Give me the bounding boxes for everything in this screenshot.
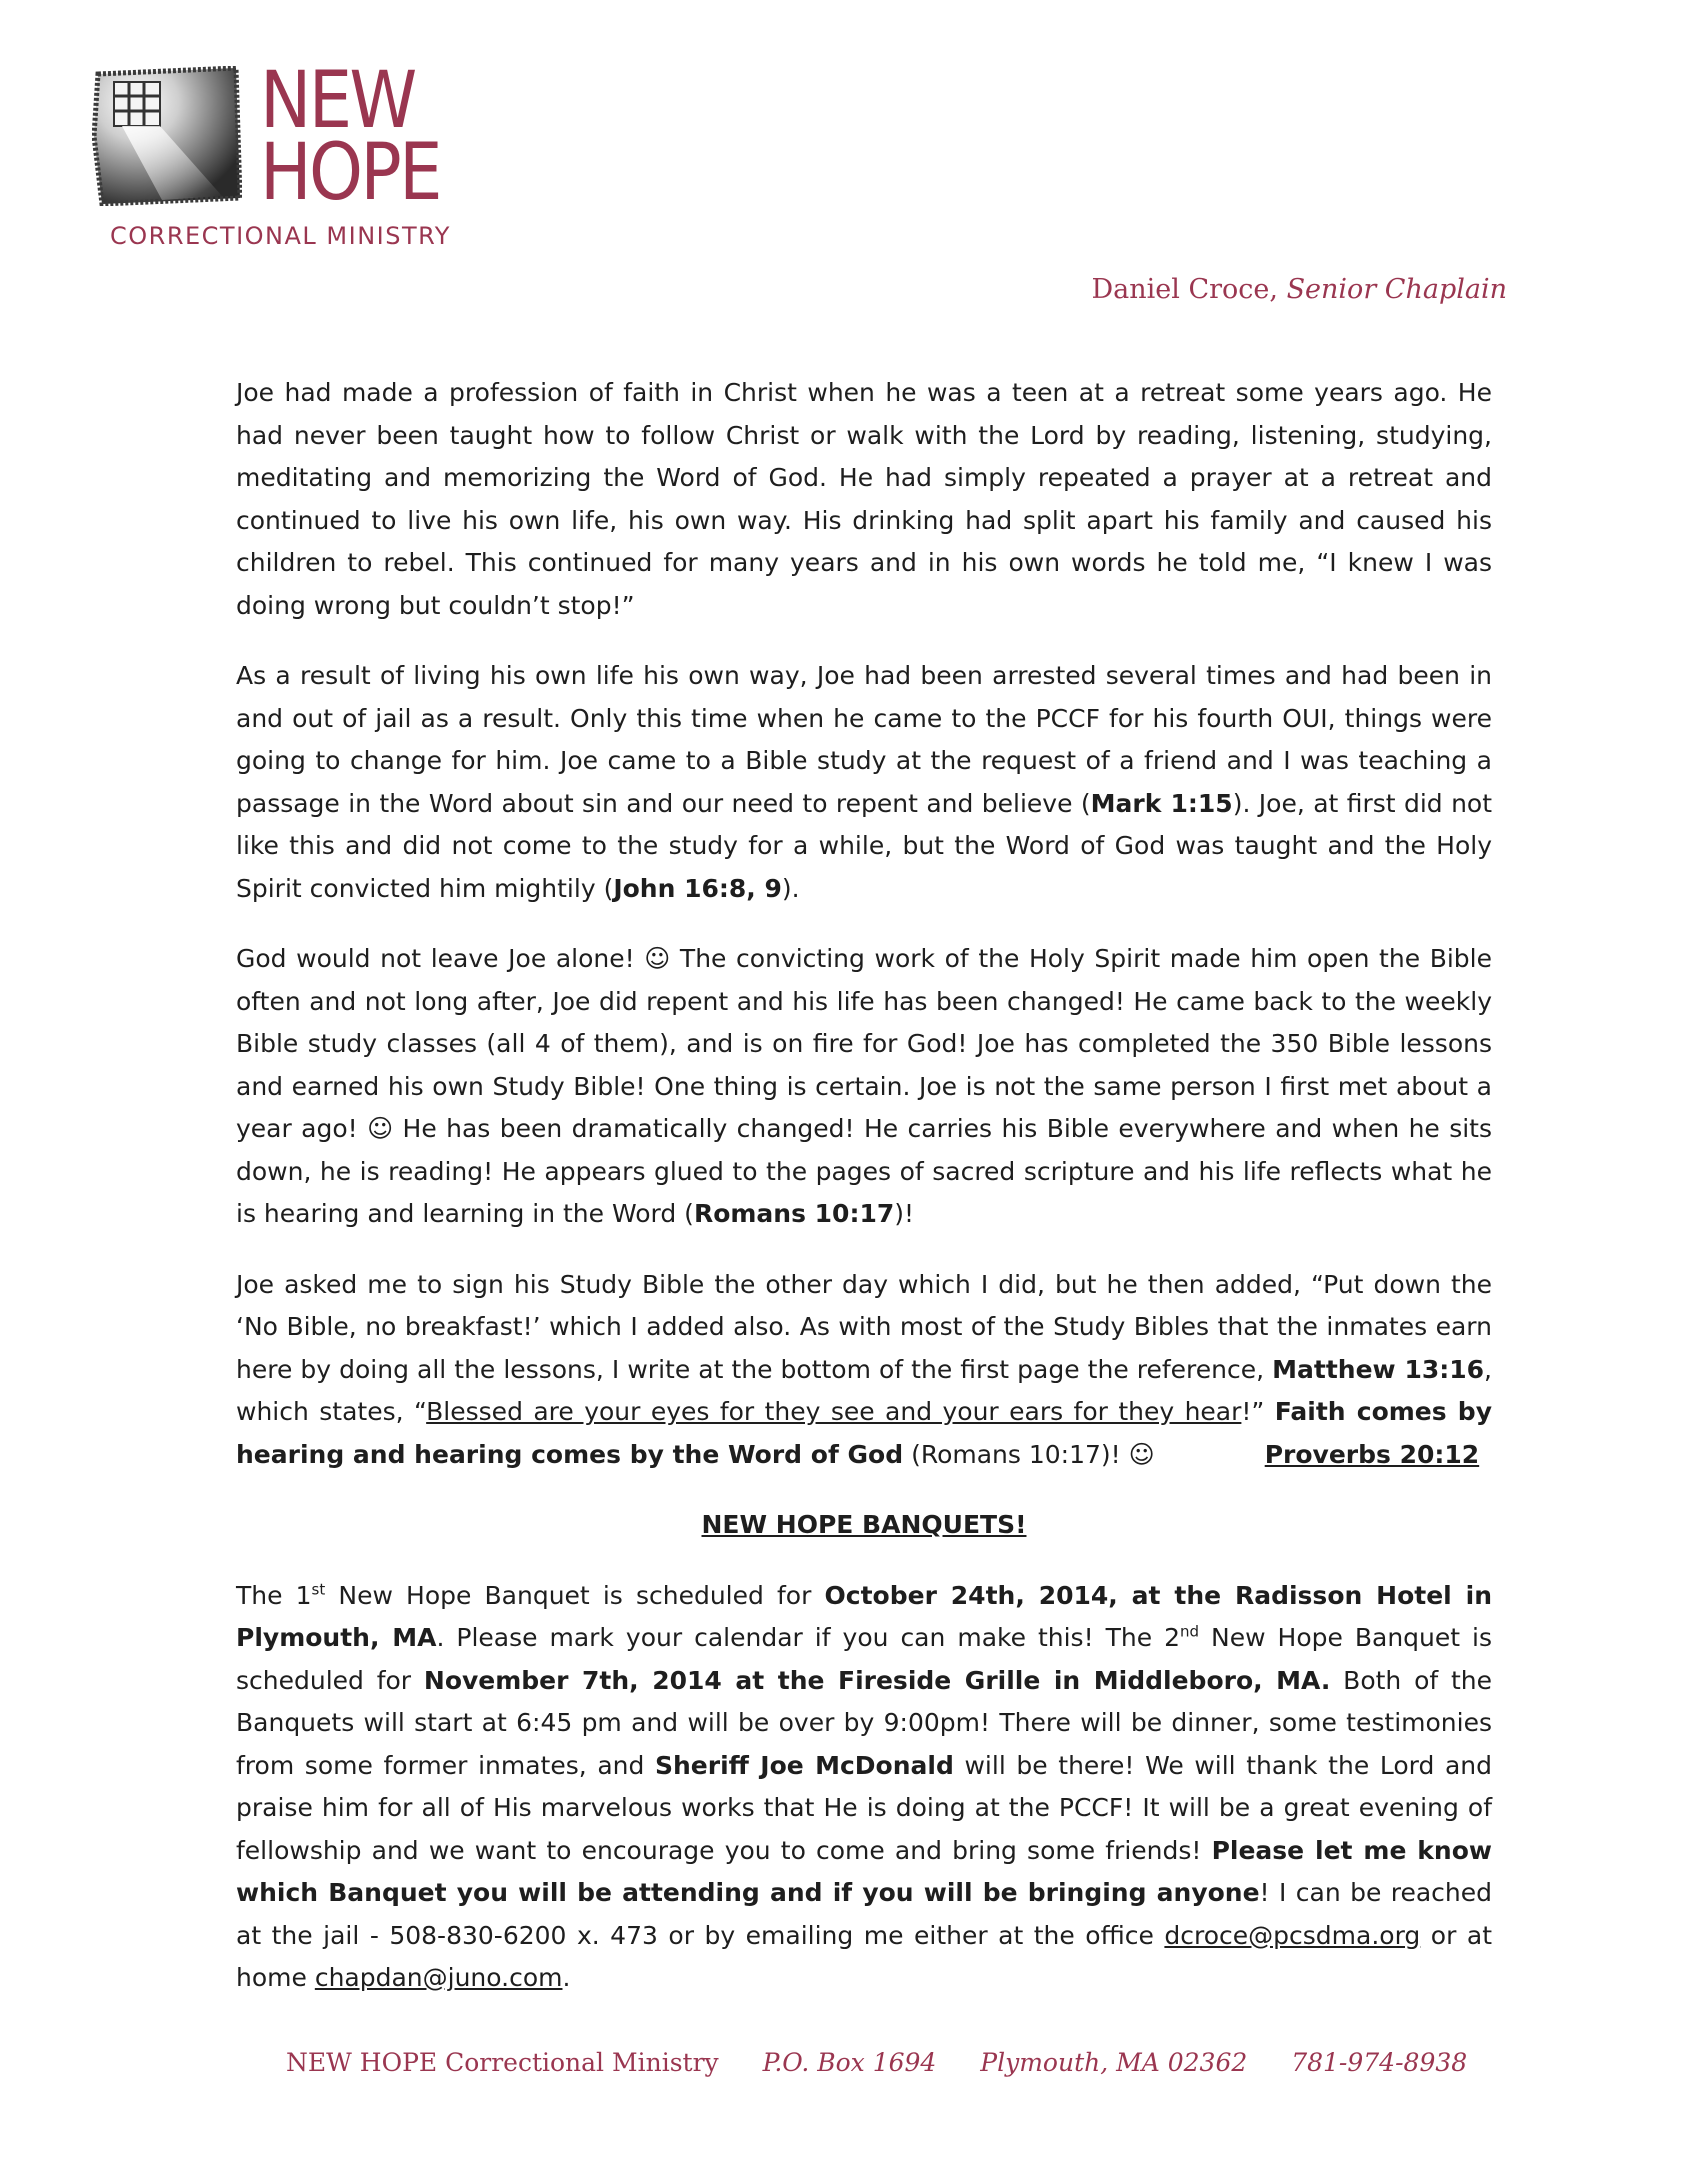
text-span: !” xyxy=(1241,1397,1275,1426)
sheriff-name: Sheriff Joe McDonald xyxy=(654,1750,954,1780)
jail-window-logo-image xyxy=(92,66,242,206)
chaplain-title: Senior Chaplain xyxy=(1286,274,1507,305)
ordinal-suffix: st xyxy=(311,1580,326,1599)
logo-new-text: NEW xyxy=(260,56,415,146)
text-span: The 1 xyxy=(236,1580,312,1610)
text-span: ! I can be reached at the jail - 508-830-6200 x. 473 or by emailing me either at the office xyxy=(236,1878,1492,1950)
footer-contact xyxy=(286,2048,1503,2077)
text-span: )! xyxy=(894,1199,915,1228)
office-email-link[interactable]: dcroce@pcsdma.org xyxy=(1164,1920,1421,1950)
scripture-ref: John 16:8, 9 xyxy=(613,873,782,903)
letter-body xyxy=(236,372,1492,2028)
section-heading: NEW HOPE BANQUETS! xyxy=(701,1510,1027,1539)
home-email-link[interactable]: chapdan@juno.com xyxy=(314,1963,563,1992)
footer-po-box: P.O. Box 1694 xyxy=(762,2048,937,2077)
paragraph-3 xyxy=(236,938,1492,1236)
rsvp-request: Please let me know which Banquet you will be attending and if you will be bringing anyone xyxy=(236,1835,1492,1907)
text-span: As a result of living his own life his own way, Joe had been arrested several times and had been in and out of jail as a result. Only this time when he came to the PCCF for his fourth OUI, things were going to change for him. Joe came to a Bible study at the request of a friend and I was teaching a passage in the Word about sin and our need to repent and believe ( xyxy=(236,661,1492,818)
text-span: (Romans 10:17)! ☺ xyxy=(903,1439,1155,1469)
text-span: New Hope Banquet is scheduled for xyxy=(325,1580,825,1610)
text-span: or at home xyxy=(236,1920,1492,1992)
logo-hope-text: HOPE xyxy=(260,128,440,218)
text-span: Both of the Banquets will start at 6:45 pm and will be over by 9:00pm! There will be dinner, some testimonies from some former inmates, and xyxy=(236,1665,1492,1780)
text-span: God would not leave Joe alone! ☺ The convicting work of the Holy Spirit made him open the Bible often and not long after, Joe did repent and his life has been changed! He came back to the weekly Bible study classes (all 4 of them), and is on fire for God! Joe has completed the 350 Bible lessons and earned his own Study Bible! One thing is certain. Joe is not the same person I first met about a year ago! ☺ He has been dramatically changed! He carries his Bible everywhere and when he sits down, he is reading! He appears glued to the pages of sacred scripture and his life reflects what he is hearing and learning in the Word ( xyxy=(236,944,1492,1228)
paragraph-1: Joe had made a profession of faith in Christ when he was a teen at a retreat some years ago. He had never been taught how to follow Christ or walk with the Lord by reading, listening, studying, meditating and memorizing the Word of God. He had simply repeated a prayer at a retreat and continued to live his own life, his own way. His drinking had split apart his family and caused his children to rebel. This continued for many years and in his own words he told me, “I knew I was doing wrong but couldn’t stop!” xyxy=(236,378,1492,620)
proverbs-ref: Proverbs 20:12 xyxy=(1264,1439,1480,1469)
scripture-ref: Romans 10:17 xyxy=(693,1199,895,1228)
text-span: ). Joe, at first did not like this and did not come to the study for a while, but the Word of God was taught and the Holy Spirit convicted him mightily ( xyxy=(236,788,1493,903)
text-span: , which states, “ xyxy=(236,1354,1492,1426)
footer-org: NEW HOPE Correctional Ministry xyxy=(286,2048,719,2077)
footer-city: Plymouth, MA 02362 xyxy=(980,2048,1248,2077)
footer-phone: 781-974-8938 xyxy=(1291,2048,1468,2077)
logo-subtitle: CORRECTIONAL MINISTRY xyxy=(110,222,451,250)
paragraph-4 xyxy=(236,1264,1492,1477)
text-span: . xyxy=(562,1963,571,1992)
bold-statement: Faith comes by hearing and hearing comes by the Word of God xyxy=(236,1397,1492,1469)
text-span: will be there! We will thank the Lord and praise him for all of His marvelous works that He is doing at the PCCF! It will be a great evening of fellowship and we want to encourage you to come and bring some friends! xyxy=(236,1750,1492,1865)
underlined-quote: Blessed are your eyes for they see and your ears for they hear xyxy=(426,1397,1242,1426)
banquet-1-details: October 24th, 2014, at the Radisson Hotel in Plymouth, MA xyxy=(236,1580,1493,1652)
text-span: Joe asked me to sign his Study Bible the other day which I did, but he then added, “Put down the ‘No Bible, no breakfast!’ which I added also. As with most of the Study Bibles that the inmates earn here by doing all the lessons, I write at the bottom of the first page the reference, xyxy=(236,1269,1492,1384)
paragraph-5 xyxy=(236,1575,1492,2000)
scripture-ref: Matthew 13:16 xyxy=(1272,1354,1485,1384)
ordinal-suffix: nd xyxy=(1179,1622,1200,1641)
logo xyxy=(92,56,492,262)
text-span: . Please mark your calendar if you can make this! The 2 xyxy=(436,1623,1180,1652)
paragraph-2 xyxy=(236,655,1492,910)
chaplain-signature-line xyxy=(1092,274,1508,305)
scripture-ref: Mark 1:15 xyxy=(1090,788,1233,818)
text-span: New Hope Banquet is scheduled for xyxy=(236,1623,1493,1695)
chaplain-name: Daniel Croce, xyxy=(1091,274,1278,305)
text-span: ). xyxy=(781,873,800,903)
banquet-2-details: November 7th, 2014 at the Fireside Grille in Middleboro, MA. xyxy=(423,1665,1331,1695)
